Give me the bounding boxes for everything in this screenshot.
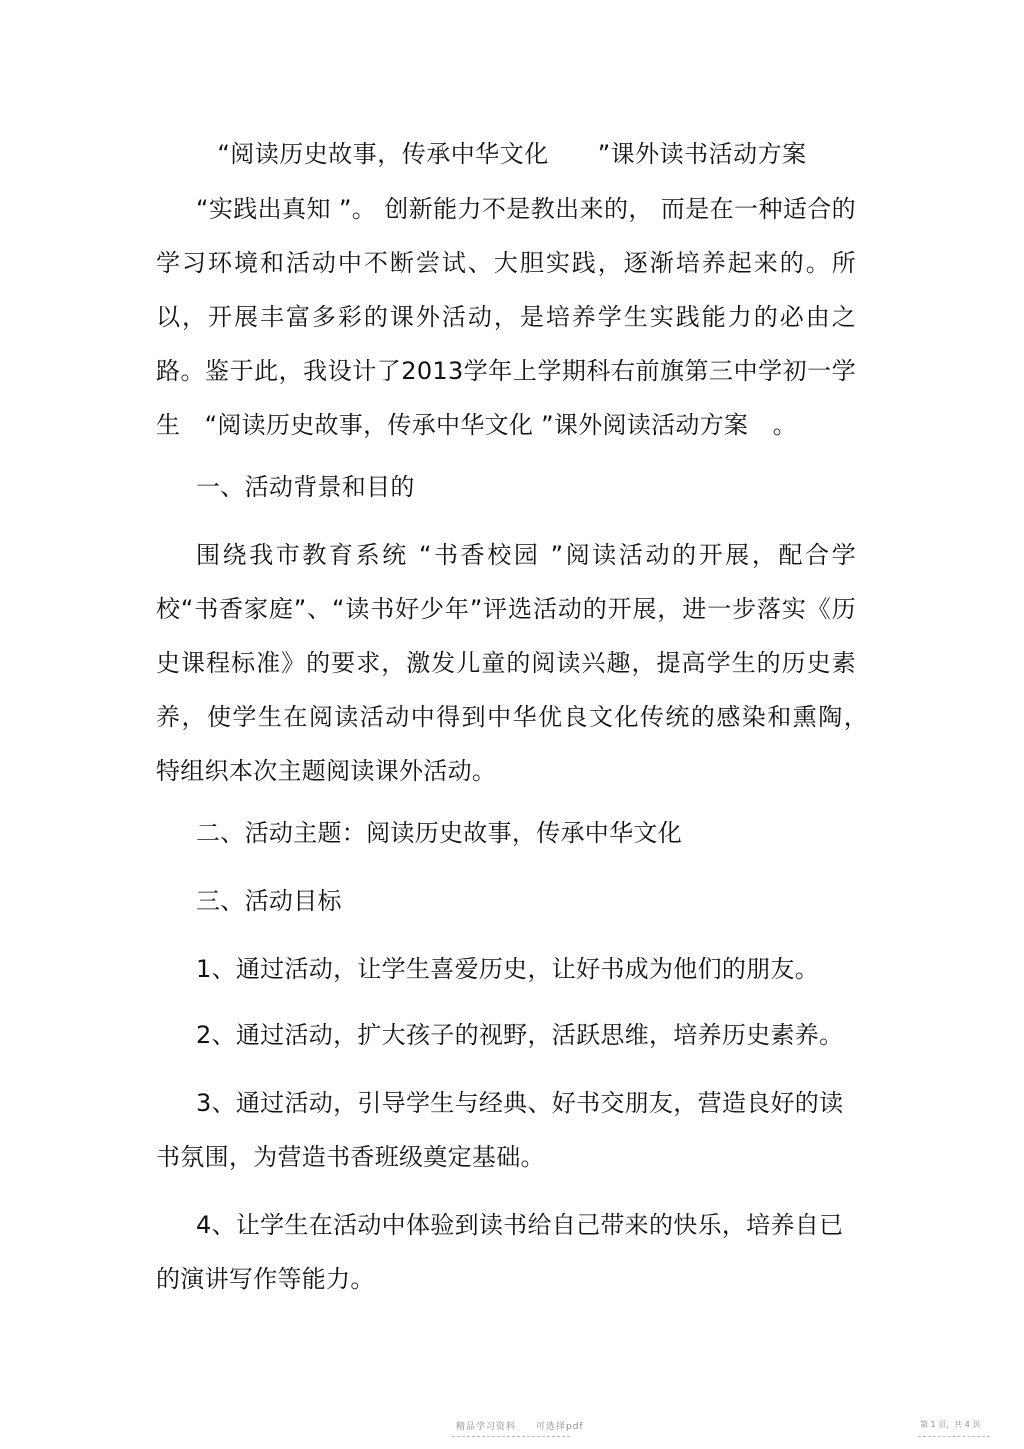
section1-body: 围绕我市教育系统 “书香校园 ”阅读活动的开展，配合学校“书香家庭”、“读书好少年”评选活动的开展，进一步落实《历史课程标准》的要求，激发儿童的阅读兴趣，提高学生的历史素养，使学生在阅读活动中得到中华优良文化传统的感染和熏陶， 特组织本次主题阅读课外活动。 <box>156 541 881 785</box>
document-title: “阅读历史故事，传承中华文化 ”课外读书活动方案 <box>217 140 807 168</box>
section2-heading: 二、活动主题：阅读历史故事，传承中华文化 <box>196 819 682 847</box>
goal-item-2: 2、通过活动，扩大孩子的视野，活跃思维，培养历史素养。 <box>196 1021 844 1049</box>
section1-heading: 一、活动背景和目的 <box>196 473 415 501</box>
intro-paragraph: “实践出真知 ”。 创新能力不是教出来的， 而是在一种适合的学习环境和活动中不断尝试、大胆实践，逐渐培养起来的。所以，开展丰富多彩的课外活动，是培养学生实践能力的必由之路。鉴于此，我设计了2013学年上学期科右前旗第三中学初一学生 “阅读历史故事，传承中华文化 ”课外阅读活动方案 。 <box>156 195 856 439</box>
goal-item-3: 3、通过活动，引导学生与经典、好书交朋友，营造良好的读书氛围，为营造书香班级奠定基础。 <box>156 1089 844 1171</box>
footer-divider-left <box>452 1436 570 1437</box>
footer-divider-right <box>918 1436 990 1437</box>
section3-heading: 三、活动目标 <box>196 887 342 915</box>
footer-page-number: 第 1 页，共 4 页 <box>920 1420 981 1429</box>
footer-watermark: 精品学习资料 可选择pdf <box>456 1422 584 1432</box>
goal-item-4: 4、让学生在活动中体验到读书给自己带来的快乐，培养自已的演讲写作等能力。 <box>156 1211 844 1293</box>
goal-item-1: 1、通过活动，让学生喜爱历史，让好书成为他们的朋友。 <box>196 955 820 983</box>
